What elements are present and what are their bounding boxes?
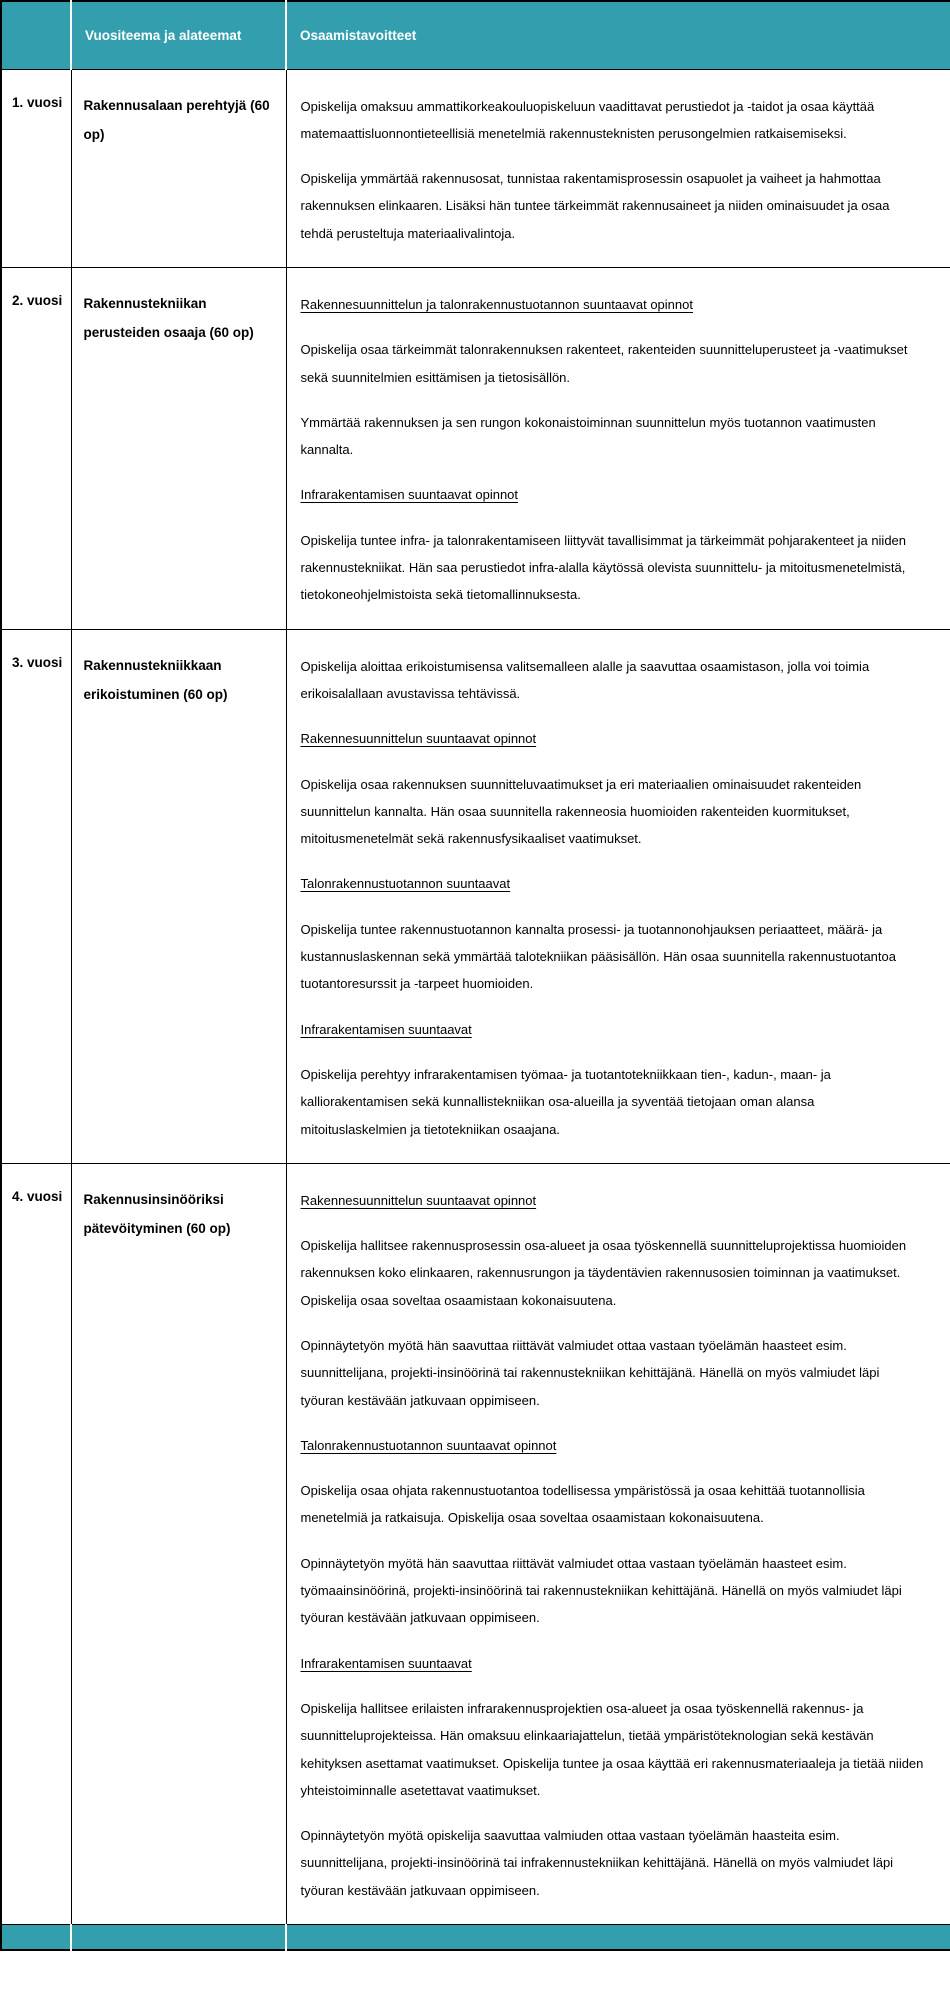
goal-paragraph: Opiskelija aloittaa erikoistumisensa valitsemalleen alalle ja saavuttaa osaamistason, jolla voi toimia erikoisalallaan avustavissa tehtävissä.: [300, 658, 870, 701]
year-cell: 4. vuosi: [1, 1163, 71, 1924]
goal-paragraph: Opiskelija osaa tärkeimmät talonrakennuksen rakenteet, rakenteiden suunnitteluperusteet ja -vaatimukset sekä suunnitelmien esittämisen ja tietosisällön.: [300, 342, 908, 385]
goal-paragraph: Opiskelija ymmärtää rakennusosat, tunnistaa rakentamisprosessin osapuolet ja vaiheet ja hahmottaa rakennuksen elinkaaren. Lisäksi hän tuntee tärkeimmät rakennusaineet ja niiden ominaisuudet ja osaa tehdä perusteltuja materiaalivalintoja.: [300, 171, 890, 241]
footer-row: [1, 1925, 950, 1950]
year-cell: 3. vuosi: [1, 629, 71, 1163]
table-header: [1, 1, 950, 69]
goal-paragraph: Opinnäytetyön myötä opiskelija saavuttaa valmiuden ottaa vastaan työelämän haasteita esim. suunnittelijana, projekti-insinöörinä tai infrakennustekniikan kehittäjänä. Hänellä on myös valmiudet läpi työuran kestävään jatkuvaan oppimiseen.: [300, 1828, 894, 1898]
goal-heading: Rakennesuunnittelun suuntaavat opinnot: [300, 731, 537, 747]
goal-heading: Infrarakentamisen suuntaavat opinnot: [300, 487, 519, 503]
header-cell-themes: Vuositeema ja alateemat: [71, 1, 286, 69]
goal-paragraph: Opinnäytetyön myötä hän saavuttaa riittävät valmiudet ottaa vastaan työelämän haasteet esim. suunnittelijana, projekti-insinöörinä tai rakennustekniikan kehittäjänä. Hänellä on myös valmiudet läpi työuran kestävään jatkuvaan oppimiseen.: [300, 1338, 880, 1408]
goal-paragraph: Opiskelija omaksuu ammattikorkeakouluopiskeluun vaadittavat perustiedot ja -taidot ja osaa käyttää matemaattisluonnontieteellisiä menetelmiä rakennusteknisten perusongelmien ratkaisemiseksi.: [300, 98, 875, 141]
table-body: [1, 69, 950, 1925]
table-row: [1, 1163, 950, 1924]
goal-heading: Talonrakennustuotannon suuntaavat: [300, 876, 511, 892]
goal-heading: Infrarakentamisen suuntaavat: [300, 1021, 472, 1037]
theme-cell: Rakennustekniikkaan erikoistuminen (60 op): [71, 629, 286, 1163]
table-row: [1, 69, 950, 267]
goal-heading: Infrarakentamisen suuntaavat: [300, 1655, 472, 1671]
table-row: [1, 629, 950, 1163]
goal-paragraph: Opiskelija hallitsee rakennusprosessin osa-alueet ja osaa työskennellä suunnitteluprojektissa huomioiden rakennuksen koko elinkaaren, rakennusrungon ja täydentävien rakennusosien toiminnan ja vaatimukset. Opiskelija osaa soveltaa osaamistaan kokonaisuutena.: [300, 1238, 907, 1308]
header-row: [1, 1, 950, 69]
theme-cell: Rakennusinsinööriksi pätevöityminen (60 op): [71, 1163, 286, 1924]
year-cell: 2. vuosi: [1, 267, 71, 629]
goal-paragraph: Opiskelija hallitsee erilaisten infrarakennusprojektien osa-alueet ja osaa työskennellä rakennus- ja suunnitteluprojekteissa. Hän omaksuu elinkaariajattelun, tietää ympäristöteknologian sekä kestävän kehityksen asettamat vaatimukset. Opiskelija tuntee ja osaa käyttää eri rakennusmateriaaleja ja tietää niiden yhteistoiminnalle asetettavat vaatimukset.: [300, 1700, 924, 1798]
table-row: [1, 267, 950, 629]
goals-cell: [286, 629, 950, 1163]
goal-paragraph: Opiskelija perehtyy infrarakentamisen työmaa- ja tuotantotekniikkaan tien-, kadun-, maan- ja kalliorakentamisen sekä kunnallistekniikan osa-alueilla ja syventää tietojaan oman alansa mitoituslaskelmien ja tietotekniikan osaajana.: [300, 1066, 831, 1137]
header-cell-goals: Osaamistavoitteet: [286, 1, 950, 69]
goal-paragraph: Opiskelija tuntee infra- ja talonrakentamiseen liittyvät tavallisimmat ja tärkeimmät pohjarakenteet ja niiden rakennustekniikat. Hän saa perustiedot infra-alalla käytössä olevista suunnittelu- ja mitoitusmenetelmistä, tietokoneohjelmistoista sekä tietomallinnuksesta.: [300, 532, 907, 603]
year-cell: 1. vuosi: [1, 69, 71, 267]
goal-paragraph: Opiskelija osaa rakennuksen suunnitteluvaatimukset ja eri materiaalien ominaisuudet rakenteiden suunnittelun kannalta. Hän osaa suunnitella rakenneosia huomioiden rakenteiden kuormitukset, mitoitusmenetelmät sekä rakennusfysikaaliset vaatimukset.: [300, 776, 862, 847]
footer-cell: [286, 1925, 950, 1950]
goal-paragraph: Opinnäytetyön myötä hän saavuttaa riittävät valmiudet ottaa vastaan työelämän haasteet esim. työmaainsinöörinä, projekti-insinöörinä tai rakennustekniikan kehittäjänä. Hänellä on myös valmiudet läpi työuran kestävään jatkuvaan oppimiseen.: [300, 1555, 902, 1626]
goal-heading: Talonrakennustuotannon suuntaavat opinnot: [300, 1437, 557, 1453]
goal-heading: Rakennesuunnittelun ja talonrakennustuotannon suuntaavat opinnot: [300, 296, 693, 312]
theme-cell: Rakennustekniikan perusteiden osaaja (60 op): [71, 267, 286, 629]
goals-cell: [286, 69, 950, 267]
footer-cell: [1, 1925, 71, 1950]
theme-cell: Rakennusalaan perehtyjä (60 op): [71, 69, 286, 267]
footer-cell: [71, 1925, 286, 1950]
goal-heading: Rakennesuunnittelun suuntaavat opinnot: [300, 1192, 537, 1208]
table-footer: [1, 1925, 950, 1950]
goal-paragraph: Opiskelija tuntee rakennustuotannon kannalta prosessi- ja tuotannonohjauksen periaatteet, määrä- ja kustannuslaskennan sekä ymmärtää talotekniikan pääsisällön. Hän osaa suunnitella rakennustuotantoa tuotantoresurssit ja -tarpeet huomioiden.: [300, 921, 896, 992]
goals-cell: [286, 267, 950, 629]
goals-cell: [286, 1163, 950, 1924]
goal-paragraph: Ymmärtää rakennuksen ja sen rungon kokonaistoiminnan suunnittelun myös tuotannon vaatimusten kannalta.: [300, 414, 876, 458]
goal-paragraph: Opiskelija osaa ohjata rakennustuotantoa todellisessa ympäristössä ja osaa kehittää tuotannollisia menetelmiä ja ratkaisuja. Opiskelija osaa soveltaa osaamistaan kokonaisuutena.: [300, 1483, 865, 1526]
header-cell-empty: [1, 1, 71, 69]
